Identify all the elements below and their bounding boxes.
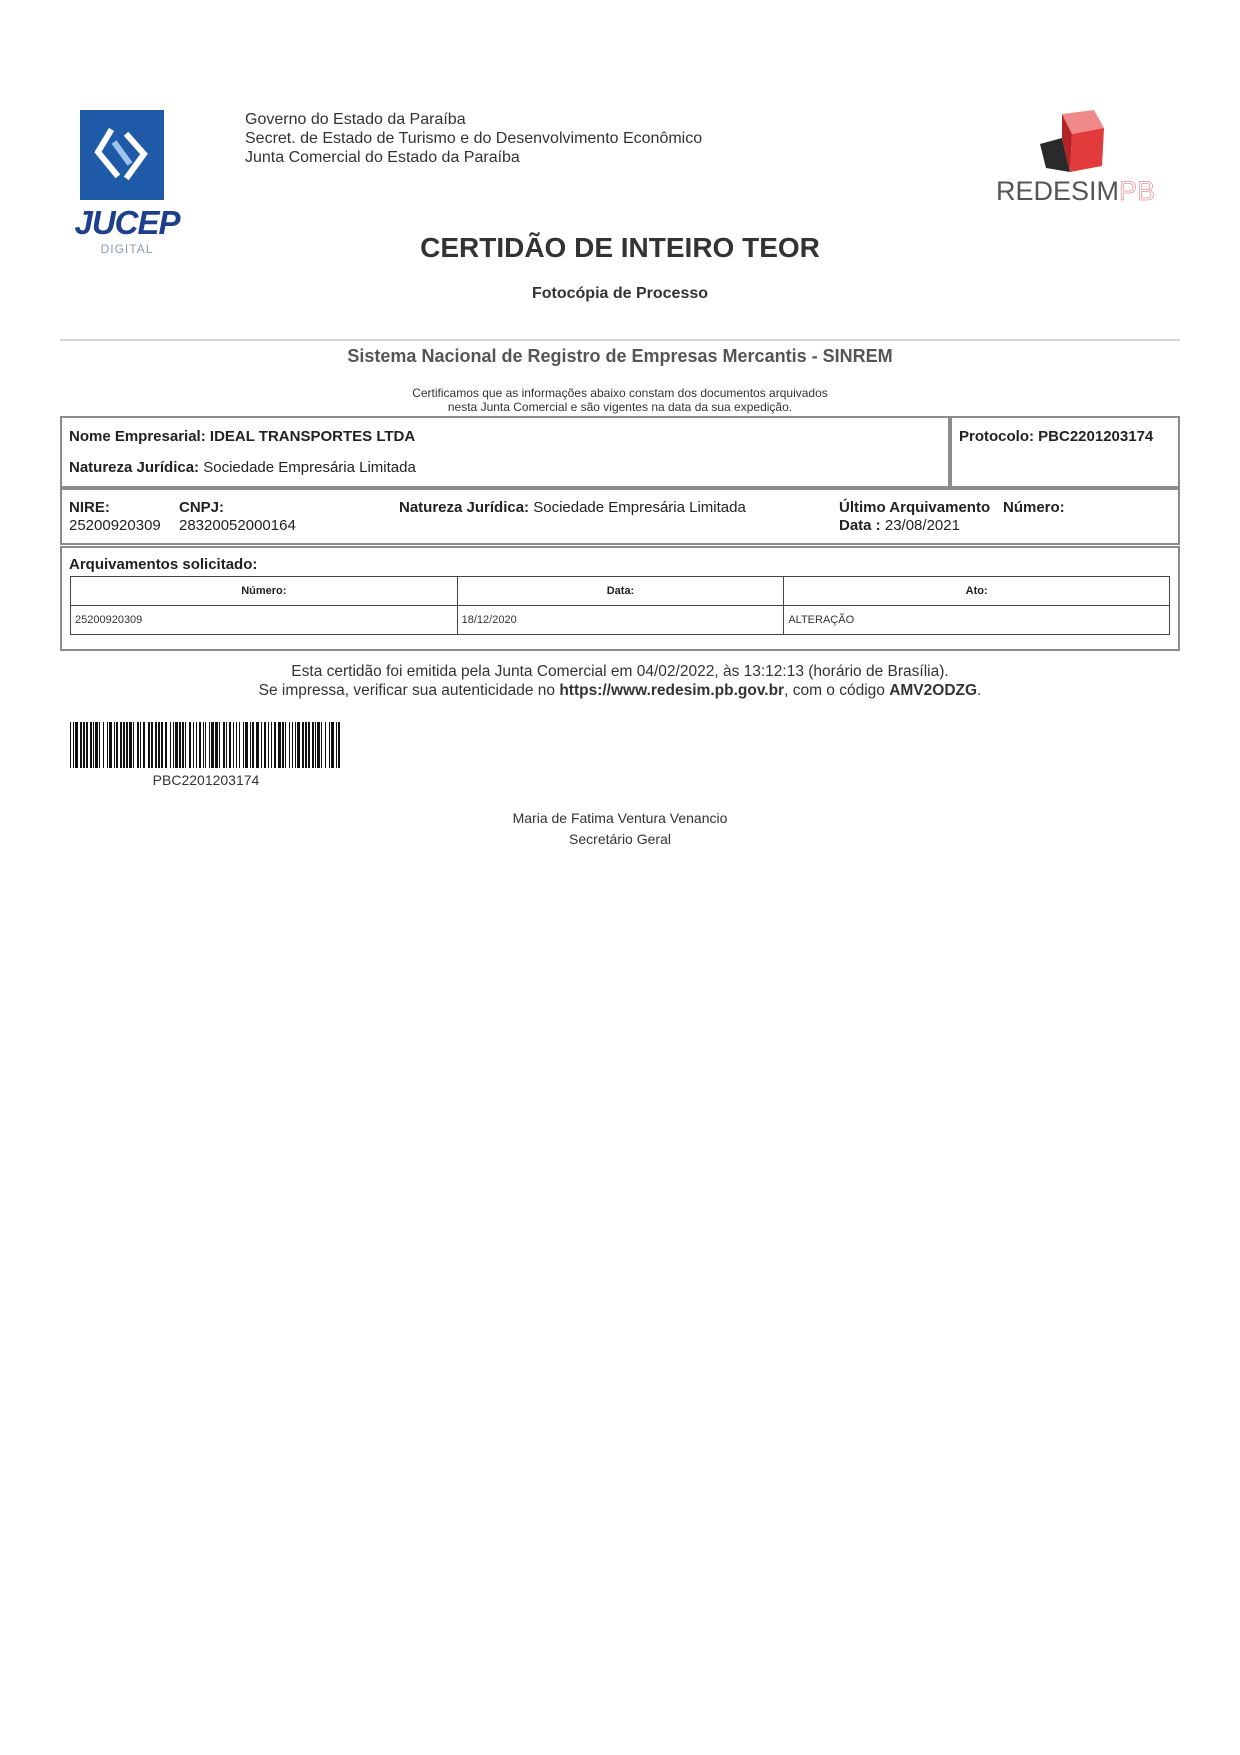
barcode-bar xyxy=(185,722,186,768)
barcode-number: PBC2201203174 xyxy=(152,772,260,788)
protocol-row xyxy=(959,428,1153,445)
barcode-bar xyxy=(211,722,214,768)
page-title: CERTIDÃO DE INTEIRO TEOR xyxy=(420,232,820,263)
company-nature-row xyxy=(69,459,416,476)
barcode-bar xyxy=(278,722,281,768)
barcode-bar xyxy=(317,722,320,768)
filings-header-row xyxy=(71,577,1170,606)
header-divider xyxy=(60,339,1180,341)
protocol-box xyxy=(950,416,1180,488)
barcode-bar xyxy=(209,722,210,768)
last-filing-label: Último Arquivamento xyxy=(839,499,991,516)
cnpj-value: 28320052000164 xyxy=(179,517,296,534)
barcode-bar xyxy=(109,722,112,768)
barcode-bar xyxy=(223,722,225,768)
redesim-wordmark-suffix: PB xyxy=(1119,176,1156,206)
barcode-bar xyxy=(331,722,334,768)
barcode-bar xyxy=(292,722,293,768)
company-nature-value: Sociedade Empresária Limitada xyxy=(203,459,416,476)
barcode-bar xyxy=(285,722,286,768)
barcode-bar xyxy=(151,722,153,768)
protocol-value: PBC2201203174 xyxy=(1038,428,1154,445)
barcode-bar xyxy=(161,722,163,768)
filings-header-number: Número: xyxy=(71,577,458,606)
barcode-bar xyxy=(325,722,326,768)
emission-line-2-prefix: Se impressa, verificar sua autenticidade no xyxy=(258,682,560,699)
barcode-bar xyxy=(165,722,167,768)
last-filing-date-value: 23/08/2021 xyxy=(884,517,960,534)
barcode-bar xyxy=(329,722,330,768)
barcode-bar xyxy=(205,722,206,768)
company-name-row xyxy=(69,428,415,445)
filings-title: Arquivamentos solicitado: xyxy=(69,556,258,573)
barcode-bar xyxy=(305,722,307,768)
barcode-bar xyxy=(338,722,340,768)
jucep-wordmark: JUCEP xyxy=(74,204,180,241)
barcode-bar xyxy=(143,722,145,768)
last-filing-number-field xyxy=(1003,499,1065,517)
jucep-emblem-icon xyxy=(80,110,164,200)
barcode-bar xyxy=(90,722,92,768)
last-filing-date-label: Data : xyxy=(839,517,881,534)
company-nature-label: Natureza Jurídica: xyxy=(69,459,200,476)
barcode-bar xyxy=(289,722,290,768)
barcode-bar xyxy=(95,722,98,768)
barcode-bar xyxy=(245,722,248,768)
barcode-bar xyxy=(243,722,244,768)
last-filing-field xyxy=(839,499,990,535)
redesim-cube-icon xyxy=(1032,108,1112,178)
filings-box xyxy=(60,546,1180,651)
barcode-bar xyxy=(182,722,184,768)
page-subtitle: Fotocópia de Processo xyxy=(531,285,709,302)
barcode-bar xyxy=(229,722,231,768)
barcode-bar xyxy=(236,722,237,768)
barcode-icon xyxy=(70,722,342,768)
barcode-bar xyxy=(107,722,108,768)
barcode-bar xyxy=(140,722,141,768)
registry-nature-value: Sociedade Empresária Limitada xyxy=(533,499,746,516)
barcode-bar xyxy=(250,722,251,768)
barcode-bar xyxy=(133,722,134,768)
signatory-role: Secretário Geral xyxy=(569,831,671,847)
protocol-label: Protocolo: xyxy=(959,428,1034,445)
barcode-bar xyxy=(83,722,85,768)
registry-box xyxy=(60,488,1180,545)
barcode-bar xyxy=(282,722,284,768)
government-header xyxy=(245,110,702,167)
barcode-bar xyxy=(336,722,337,768)
barcode-bar xyxy=(233,722,234,768)
company-box xyxy=(60,416,950,488)
barcode-bar xyxy=(86,722,88,768)
barcode-bar xyxy=(116,722,118,768)
barcode-bar xyxy=(80,722,82,768)
barcode-bar xyxy=(312,722,314,768)
filings-header-date: Data: xyxy=(457,577,784,606)
barcode-bar xyxy=(99,722,100,768)
emission-line-2-middle: , com o código xyxy=(784,682,890,699)
barcode-bar xyxy=(173,722,174,768)
barcode-bar xyxy=(189,722,191,768)
gov-line-1: Governo do Estado da Paraíba xyxy=(245,111,466,128)
last-filing-number-label: Número: xyxy=(1003,499,1065,516)
emission-note xyxy=(0,662,1240,700)
registry-nature-field xyxy=(399,499,746,517)
filings-header-act: Ato: xyxy=(784,577,1170,606)
barcode-bar xyxy=(126,722,128,768)
emission-line-2 xyxy=(0,681,1240,700)
redesim-wordmark-main: REDESIM xyxy=(996,176,1120,206)
barcode-bar xyxy=(239,722,240,768)
barcode-bar xyxy=(114,722,115,768)
barcode-bar xyxy=(75,722,78,768)
jucep-sub-wordmark: DIGITAL xyxy=(100,242,154,256)
company-name-label: Nome Empresarial: xyxy=(69,428,206,445)
barcode-bar xyxy=(264,722,266,768)
barcode-bar xyxy=(315,722,316,768)
barcode-bar xyxy=(170,722,171,768)
verification-code: AMV2ODZG xyxy=(889,682,978,699)
company-name-value: IDEAL TRANSPORTES LTDA xyxy=(209,428,416,445)
filing-date-cell: 18/12/2020 xyxy=(457,606,784,635)
emission-line-2-end: . xyxy=(977,682,982,699)
gov-line-3: Junta Comercial do Estado da Paraíba xyxy=(245,149,520,166)
barcode-bar xyxy=(155,722,157,768)
barcode-bar xyxy=(196,722,197,768)
barcode-bar xyxy=(137,722,139,768)
barcode-bar xyxy=(129,722,132,768)
barcode-bar xyxy=(226,722,227,768)
filing-act-cell: ALTERAÇÃO xyxy=(784,606,1170,635)
barcode-bar xyxy=(308,722,310,768)
barcode-bar xyxy=(215,722,218,768)
barcode-bar xyxy=(73,722,74,768)
barcode-bar xyxy=(120,722,122,768)
barcode-bar xyxy=(158,722,160,768)
nire-value: 25200920309 xyxy=(69,517,161,534)
barcode-bar xyxy=(261,722,262,768)
barcode-bar xyxy=(148,722,150,768)
signature-block xyxy=(0,808,1240,850)
barcode-bar xyxy=(93,722,94,768)
table-row xyxy=(71,606,1170,635)
certification-statement xyxy=(0,386,1240,414)
redesim-logo xyxy=(990,108,1165,208)
barcode-bar xyxy=(321,722,322,768)
certification-line-2: nesta Junta Comercial e são vigentes na data da sua expedição. xyxy=(447,400,793,414)
barcode-bar xyxy=(193,722,194,768)
barcode-bar xyxy=(199,722,201,768)
barcode-bar xyxy=(179,722,181,768)
filings-table xyxy=(70,576,1170,635)
system-name: Sistema Nacional de Registro de Empresas Mercantis - SINREM xyxy=(347,346,893,366)
certification-line-1: Certificamos que as informações abaixo constam dos documentos arquivados xyxy=(412,386,828,400)
barcode-bar xyxy=(302,722,304,768)
barcode-bar xyxy=(297,722,300,768)
barcode-bar xyxy=(123,722,125,768)
registry-nature-label: Natureza Jurídica: xyxy=(399,499,530,516)
barcode-bar xyxy=(103,722,104,768)
barcode-bar xyxy=(268,722,269,768)
barcode-bar xyxy=(271,722,272,768)
nire-field xyxy=(69,499,161,535)
barcode-bar xyxy=(175,722,178,768)
filing-number-cell: 25200920309 xyxy=(71,606,458,635)
verification-url-link[interactable]: https://www.redesim.pb.gov.br xyxy=(559,682,785,699)
barcode-bar xyxy=(295,722,296,768)
barcode-bar xyxy=(256,722,259,768)
signatory-name: Maria de Fatima Ventura Venancio xyxy=(512,810,728,826)
barcode-bar xyxy=(274,722,276,768)
gov-line-2: Secret. de Estado de Turismo e do Desenvolvimento Econômico xyxy=(245,130,703,147)
emission-line-1: Esta certidão foi emitida pela Junta Comercial em 04/02/2022, às 13:12:13 (horário de Brasília). xyxy=(291,663,949,680)
barcode-bar xyxy=(70,722,71,768)
nire-label: NIRE: xyxy=(69,499,110,516)
barcode-bar xyxy=(252,722,254,768)
barcode-bar xyxy=(219,722,220,768)
barcode-bar xyxy=(203,722,204,768)
redesim-wordmark xyxy=(996,176,1155,207)
cnpj-label: CNPJ: xyxy=(179,499,225,516)
cnpj-field xyxy=(179,499,296,535)
